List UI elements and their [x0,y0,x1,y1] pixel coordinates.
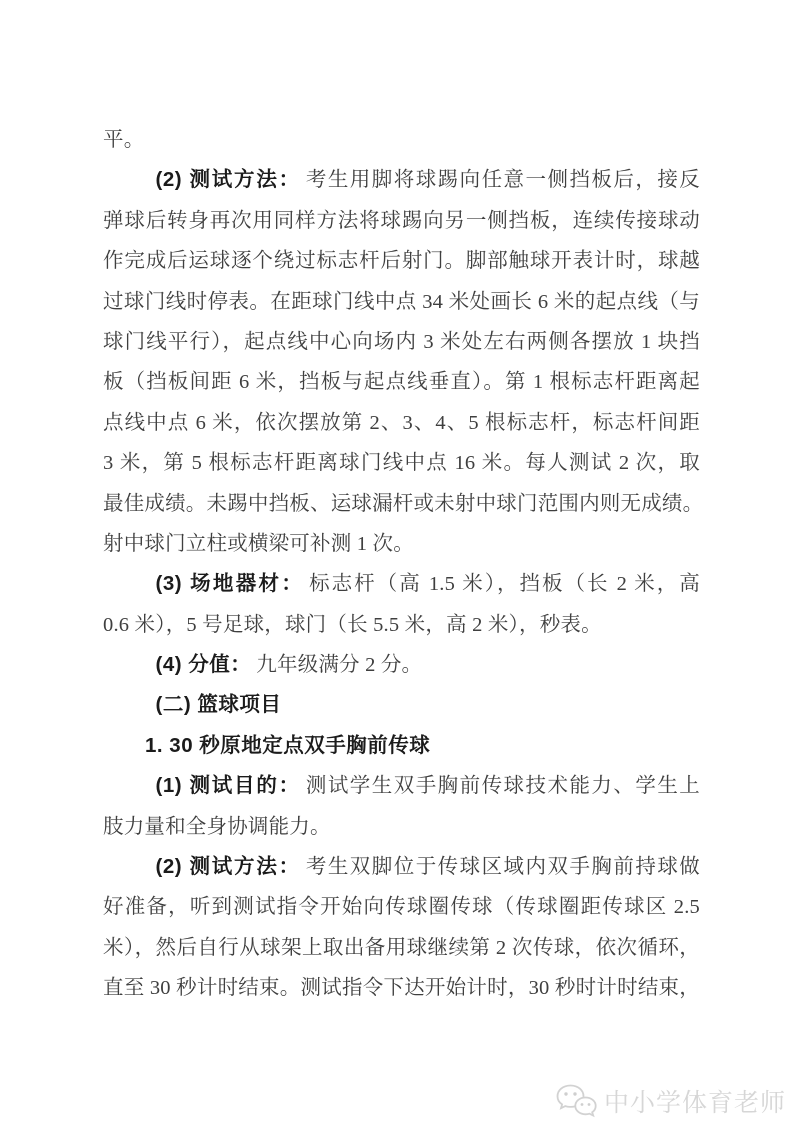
body-text-run: 肢力量和全身协调能力。 [103,815,331,838]
text-line [103,645,700,685]
text-line [103,362,700,402]
body-text-run: 过球门线时停表。在距球门线中点 34 米处画长 6 米的起点线（与 [103,290,700,313]
text-line [103,282,700,322]
body-text-run: 九年级满分 2 分。 [256,654,423,677]
bold-heading-run: (3) 场地器材： [155,572,305,596]
body-text-run: 作完成后运球逐个绕过标志杆后射门。脚部触球开表计时，球越 [103,250,700,273]
body-text-run: 3 米，第 5 根标志杆距离球门线中点 16 米。每人测试 2 次，取 [103,452,700,475]
body-text-run: 考生用脚将球踢向任意一侧挡板后，接反 [305,169,700,192]
body-text-run: 测试学生双手胸前传球技术能力、学生上 [305,775,700,798]
text-line [103,443,700,483]
body-text-run: 弹球后转身再次用同样方法将球踢向另一侧挡板，连续传接球动 [103,209,700,232]
text-line [103,847,700,887]
watermark [555,1083,786,1119]
text-line [103,241,700,281]
body-text-run: 考生双脚位于传球区域内双手胸前持球做 [305,856,700,879]
text-line [103,403,700,443]
bold-heading-run: 1. 30 秒原地定点双手胸前传球 [145,733,431,757]
text-line [103,928,700,968]
body-text-run: 板（挡板间距 6 米，挡板与起点线垂直）。第 1 根标志杆距离起 [103,371,700,394]
body-text-run: 0.6 米），5 号足球，球门（长 5.5 米，高 2 米），秒表。 [103,613,602,636]
bold-heading-run: (2) 测试方法： [155,855,301,879]
body-text-run: 射中球门立柱或横梁可补测 1 次。 [103,532,414,555]
body-text-run: 好准备，听到测试指令开始向传球圈传球（传球圈距传球区 2.5 [103,896,700,919]
text-line [103,807,700,847]
text-line [103,484,704,524]
body-text-run: 球门线平行），起点线中心向场内 3 米处左右两侧各摆放 1 块挡 [103,330,700,353]
text-line [103,160,700,200]
text-line [103,605,700,645]
bold-heading-run: (1) 测试目的： [155,774,301,798]
body-text-run: 点线中点 6 米，依次摆放第 2、3、4、5 根标志杆，标志杆间距 [103,411,700,434]
text-line [103,120,700,160]
text-line [103,201,700,241]
body-text-run: 最佳成绩。未踢中挡板、运球漏杆或未射中球门范围内则无成绩。 [103,492,704,515]
bold-heading-run: (4) 分值： [155,653,252,677]
body-text-run: 直至 30 秒计时结束。测试指令下达开始计时，30 秒时计时结束， [103,977,700,1000]
body-text-run: 平。 [103,129,145,151]
bold-heading-run: (2) 测试方法： [155,168,301,192]
watermark-text: 中小学体育老师 [603,1089,786,1117]
text-line [103,322,700,362]
text-line [103,524,700,564]
text-line [103,887,700,927]
wechat-icon [555,1083,597,1119]
text-line [103,766,700,806]
body-text-run: 标志杆（高 1.5 米），挡板（长 2 米，高 [309,573,701,596]
text-block [103,120,704,1009]
text-line [103,564,700,604]
bold-heading-run: (二) 篮球项目 [155,693,282,717]
body-text-run: 米），然后自行从球架上取出备用球继续第 2 次传球，依次循环， [103,936,700,959]
text-line [103,726,700,766]
text-line [103,685,700,725]
text-line [103,968,700,1008]
